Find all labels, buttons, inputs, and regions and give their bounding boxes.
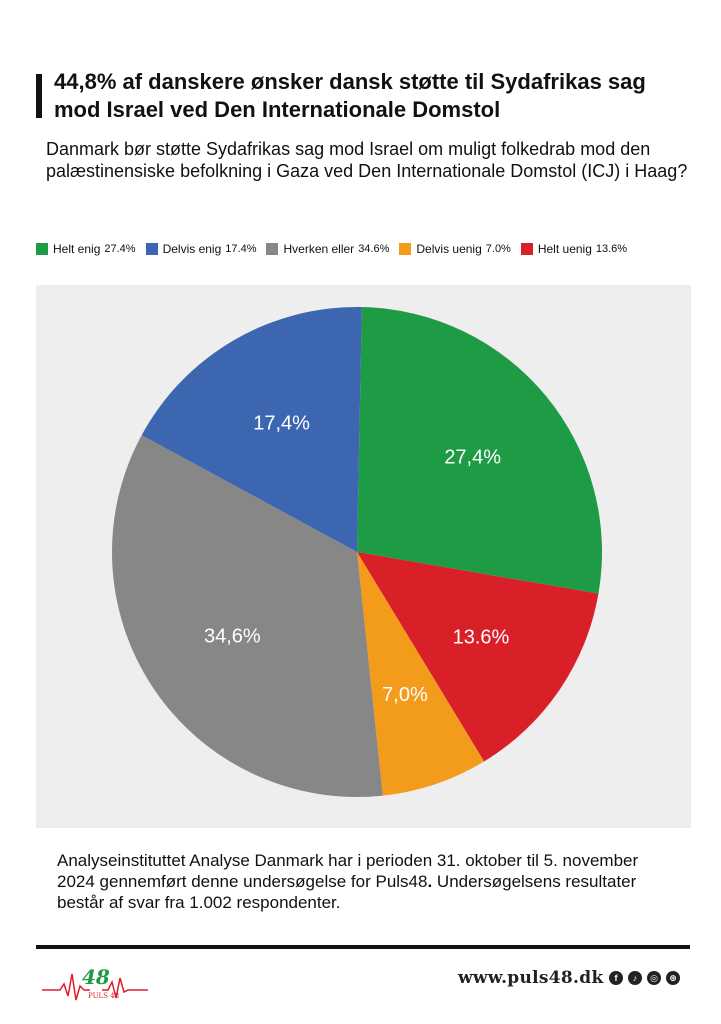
footnote-text: Analyseinstituttet Analyse Danmark har i perioden 31. oktober til 5. november 2024 gennemført denne undersøgelse for Puls48 [57,851,639,891]
legend-label: Helt uenig [537,242,592,256]
survey-question: Danmark bør støtte Sydafrikas sag mod Israel om muligt folkedrab mod den palæstinensiske befolkning i Gaza ved Den Internationale Domstol (ICJ) i Haag? [46,139,688,181]
legend-swatch [36,243,48,255]
chart-legend [36,241,696,257]
instagram-icon[interactable]: ◎ [647,971,661,985]
legend-item-delvis-enig [146,242,257,256]
pie-chart [36,285,691,828]
legend-swatch [146,243,158,255]
legend-label: Helt enig [53,242,101,256]
logo-text: PULS 48 [88,992,120,1000]
footnote-text-2: Undersøgelsens resultater består af svar fra 1.002 respondenter. [57,872,637,912]
legend-item-delvis-uenig [399,242,510,256]
page-title: 44,8% af danskere ønsker dansk støtte til Sydafrikas sag mod Israel ved Den Internationale Domstol [54,69,646,122]
legend-value: 34.6% [358,243,390,255]
footer-divider [36,945,690,949]
tiktok-icon[interactable]: ♪ [628,971,642,985]
pie-label-delvis-enig: 17,4% [253,412,310,435]
legend-swatch [399,243,411,255]
facebook-icon[interactable]: f [609,971,623,985]
logo-number: 48 [82,965,110,989]
heartbeat-icon [40,960,150,1008]
web-icon[interactable]: ⊕ [666,971,680,985]
legend-item-helt-enig [36,242,136,256]
legend-value: 17.4% [225,243,257,255]
legend-swatch [266,243,278,255]
title-accent-bar [36,74,42,118]
puls48-logo [40,960,150,1008]
legend-label: Delvis enig [162,242,222,256]
website-link[interactable]: www.puls48.dk [458,968,604,988]
legend-value: 13.6% [595,243,628,255]
legend-label: Hverken eller [283,242,355,256]
survey-footnote [57,850,677,913]
pie-chart-panel [36,285,691,828]
pie-label-hverken-eller: 34,6% [203,625,261,648]
social-icons [609,971,685,985]
pie-label-helt-enig: 27,4% [444,446,502,469]
legend-label: Delvis uenig [416,242,482,256]
legend-item-hverken-eller [266,242,389,256]
footnote-period: . [427,872,433,891]
legend-value: 7.0% [485,243,511,255]
legend-swatch [521,243,533,255]
legend-item-helt-uenig [521,242,627,256]
pie-label-delvis-uenig: 7,0% [382,684,428,707]
pie-label-helt-uenig: 13.6% [452,626,510,649]
legend-value: 27.4% [104,243,136,255]
